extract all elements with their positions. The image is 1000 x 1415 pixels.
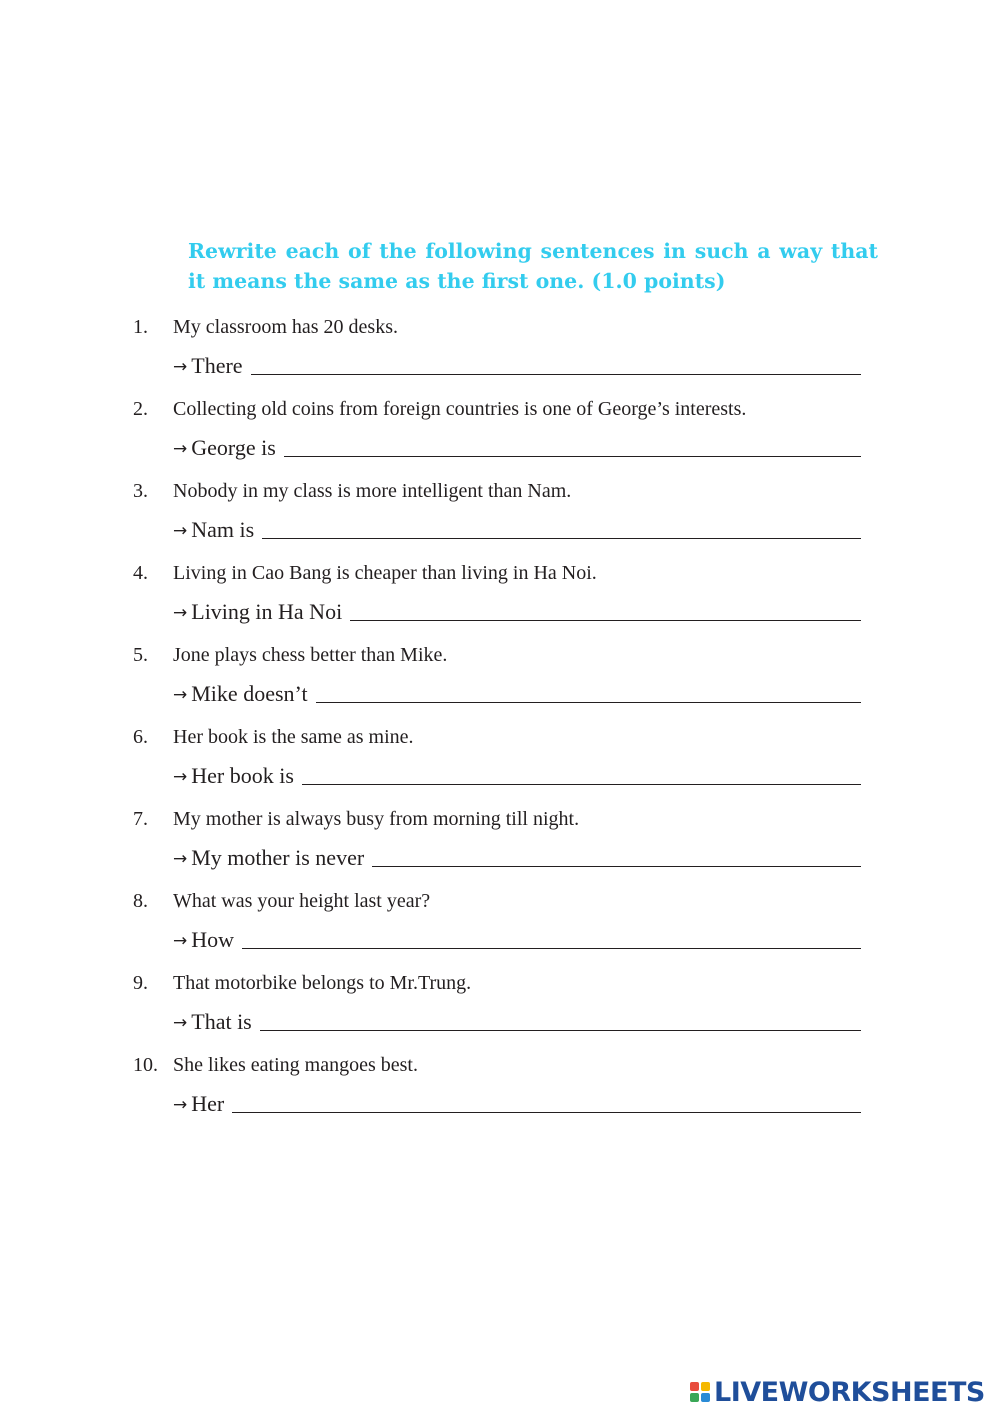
- item-number: 10.: [133, 1054, 158, 1076]
- answer-input-8[interactable]: [242, 924, 861, 949]
- answer-prompt: My mother is never: [191, 845, 365, 870]
- item-sentence: Collecting old coins from foreign countries is one of George’s interests.: [173, 398, 747, 420]
- arrow-icon: →: [173, 931, 188, 951]
- arrow-icon: →: [173, 439, 188, 459]
- answer-prompt: Her book is: [191, 763, 294, 788]
- arrow-icon: →: [173, 685, 188, 705]
- answer-input-6[interactable]: [302, 760, 861, 785]
- item-sentence: She likes eating mangoes best.: [173, 1054, 418, 1076]
- logo-square: [690, 1393, 699, 1402]
- answer-prompt: There: [191, 353, 243, 378]
- answer-input-9[interactable]: [260, 1006, 861, 1031]
- item-number: 1.: [133, 316, 148, 338]
- exercise-item-10: [0, 1052, 1000, 1134]
- answer-prompt: George is: [191, 435, 276, 460]
- exercise-item-6: [0, 724, 1000, 806]
- brand-name: LIVEWORKSHEETS: [714, 1376, 985, 1408]
- arrow-icon: →: [173, 767, 188, 787]
- item-number: 6.: [133, 726, 148, 748]
- item-sentence: My mother is always busy from morning till night.: [173, 808, 580, 830]
- item-number: 3.: [133, 480, 148, 502]
- exercise-item-8: [0, 888, 1000, 970]
- answer-prompt: Living in Ha Noi: [191, 599, 343, 624]
- item-number: 7.: [133, 808, 148, 830]
- answer-input-2[interactable]: [284, 432, 861, 457]
- exercise-item-2: [0, 396, 1000, 478]
- answer-prompt: Mike doesn’t: [191, 681, 308, 706]
- item-sentence: Her book is the same as mine.: [173, 726, 414, 748]
- item-sentence: Nobody in my class is more intelligent than Nam.: [173, 480, 572, 502]
- answer-input-5[interactable]: [316, 678, 861, 703]
- answer-row: [173, 841, 861, 871]
- answer-prompt: That is: [191, 1009, 252, 1034]
- answer-row: [173, 1087, 861, 1117]
- exercise-item-1: [0, 314, 1000, 396]
- item-sentence: My classroom has 20 desks.: [173, 316, 398, 338]
- arrow-icon: →: [173, 603, 188, 623]
- item-number: 9.: [133, 972, 148, 994]
- answer-row: [173, 349, 861, 379]
- answer-row: [173, 431, 861, 461]
- answer-input-1[interactable]: [251, 350, 861, 375]
- item-sentence: That motorbike belongs to Mr.Trung.: [173, 972, 472, 994]
- item-sentence: Living in Cao Bang is cheaper than living in Ha Noi.: [173, 562, 597, 584]
- answer-row: [173, 759, 861, 789]
- exercise-item-4: [0, 560, 1000, 642]
- item-sentence: What was your height last year?: [173, 890, 431, 912]
- arrow-icon: →: [173, 357, 188, 377]
- answer-prompt: Nam is: [191, 517, 255, 542]
- arrow-icon: →: [173, 849, 188, 869]
- answer-prompt: How: [191, 927, 235, 952]
- logo-square: [701, 1382, 710, 1391]
- answer-prompt: Her: [191, 1091, 225, 1116]
- answer-input-10[interactable]: [232, 1088, 861, 1113]
- arrow-icon: →: [173, 1095, 188, 1115]
- logo-square: [690, 1382, 699, 1391]
- answer-row: [173, 595, 861, 625]
- answer-input-4[interactable]: [350, 596, 861, 621]
- exercise-item-3: [0, 478, 1000, 560]
- item-number: 8.: [133, 890, 148, 912]
- answer-input-3[interactable]: [262, 514, 861, 539]
- exercise-item-9: [0, 970, 1000, 1052]
- liveworksheets-logo: [690, 1372, 985, 1412]
- answer-row: [173, 677, 861, 707]
- answer-row: [173, 923, 861, 953]
- answer-input-7[interactable]: [372, 842, 861, 867]
- item-number: 4.: [133, 562, 148, 584]
- item-number: 5.: [133, 644, 148, 666]
- liveworksheets-logo-icon: [690, 1382, 710, 1402]
- answer-row: [173, 1005, 861, 1035]
- item-sentence: Jone plays chess better than Mike.: [173, 644, 448, 666]
- exercise-item-7: [0, 806, 1000, 888]
- arrow-icon: →: [173, 1013, 188, 1033]
- item-number: 2.: [133, 398, 148, 420]
- arrow-icon: →: [173, 521, 188, 541]
- answer-row: [173, 513, 861, 543]
- instruction-heading: Rewrite each of the following sentences in such a way that it means the same as the first one. (1.0 points): [188, 239, 878, 293]
- exercise-item-5: [0, 642, 1000, 724]
- logo-square: [701, 1393, 710, 1402]
